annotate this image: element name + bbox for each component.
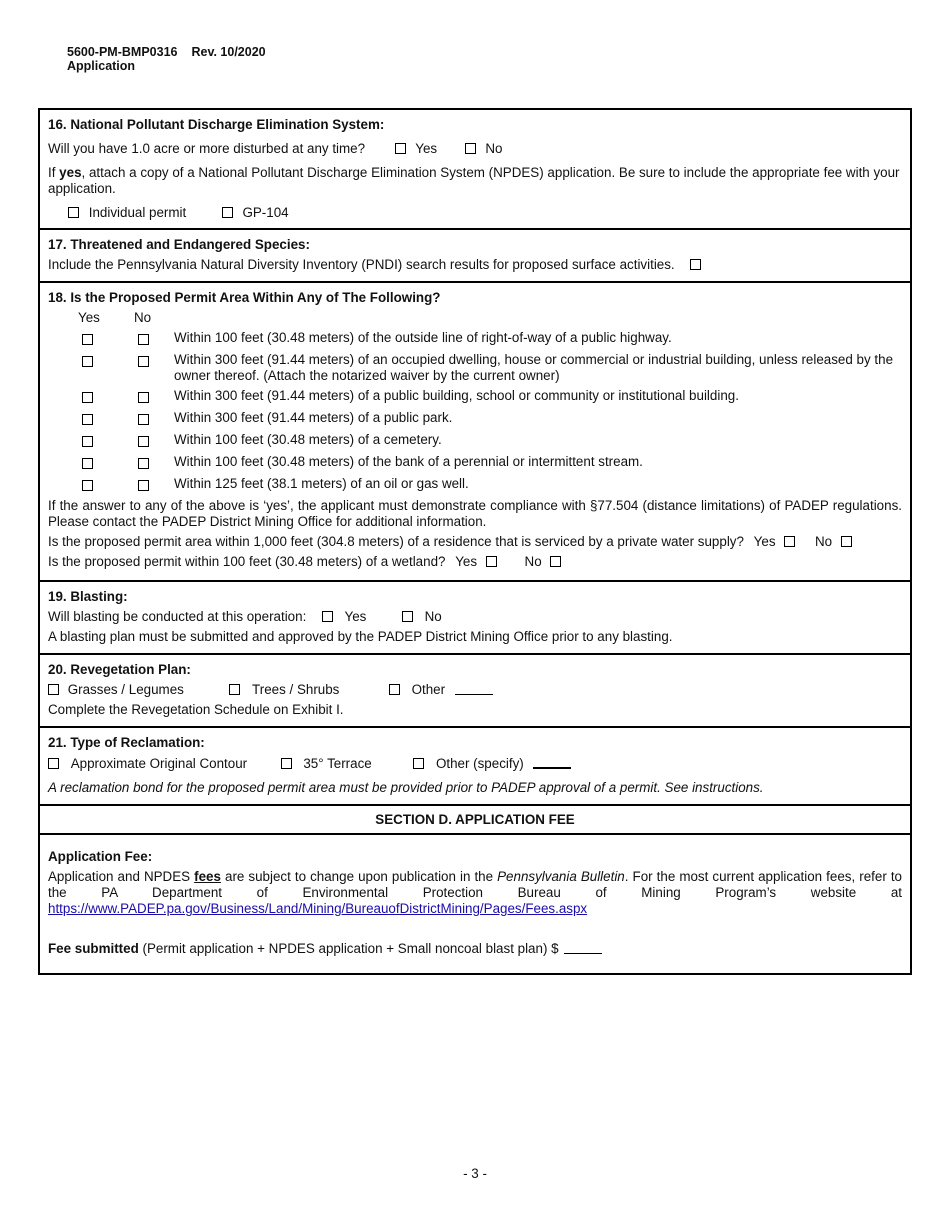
fee-submitted-description: (Permit application + NPDES application + Small noncoal blast plan) $ (138, 941, 559, 956)
pndi-instruction: Include the Pennsylvania Natural Diversity Inventory (PNDI) search results for proposed surface activities. (48, 257, 675, 272)
pennsylvania-bulletin: Pennsylvania Bulletin (497, 869, 625, 884)
reveg-other-label: Other (411, 682, 446, 697)
section-19-title: 19. Blasting: (48, 589, 128, 604)
fees-emphasis: fees (194, 869, 221, 884)
list-item (82, 454, 902, 472)
criteria-yes-checkbox[interactable] (82, 356, 93, 367)
section-20-revegetation (40, 655, 910, 728)
form-revision: Rev. 10/2020 (191, 45, 266, 59)
criteria-no-checkbox[interactable] (138, 392, 149, 403)
criteria-no-checkbox[interactable] (138, 414, 149, 425)
criteria-yes-checkbox[interactable] (82, 414, 93, 425)
blasting-yes-checkbox[interactable] (322, 611, 333, 622)
npdes-instructions: If yes, attach a copy of a National Pollutant Discharge Elimination System (NPDES) application. Be sure to include the appropriate fee with your application. (48, 165, 900, 196)
criteria-yes-checkbox[interactable] (82, 392, 93, 403)
reclamation-other-label: Other (specify) (435, 756, 524, 771)
form-frame (38, 108, 912, 975)
wetland-no-label: No (524, 554, 542, 569)
criteria-text: Within 300 feet (91.44 meters) of an occupied dwelling, house or commercial or industrial building, unless released by the owner thereof. (Attach the notarized waiver by the current owner) (174, 352, 894, 383)
reclamation-other-checkbox[interactable] (413, 758, 424, 769)
trees-label: Trees / Shrubs (252, 682, 340, 697)
water-no-checkbox[interactable] (841, 536, 852, 547)
wetland-question: Is the proposed permit within 100 feet (30.48 meters) of a wetland? (48, 554, 446, 569)
section-16-npdes (40, 110, 910, 230)
page-number: - 3 - (463, 1166, 487, 1181)
water-yes-label: Yes (753, 534, 776, 549)
blasting-no-checkbox[interactable] (402, 611, 413, 622)
individual-permit-label: Individual permit (88, 205, 187, 220)
yes-no-column-header (78, 310, 902, 326)
section-16-title: 16. National Pollutant Discharge Elimination System: (48, 117, 385, 132)
reveg-other-checkbox[interactable] (389, 684, 400, 695)
section-18-permit-area (40, 283, 910, 582)
permit-area-criteria-list (82, 330, 902, 494)
reclamation-bond-note: A reclamation bond for the proposed permit area must be provided prior to PADEP approval of a permit. See instructions. (48, 780, 764, 795)
list-item (82, 410, 902, 428)
criteria-no-checkbox[interactable] (138, 436, 149, 447)
form-header (67, 45, 266, 73)
list-item (82, 432, 902, 450)
criteria-yes-checkbox[interactable] (82, 334, 93, 345)
section-19-blasting (40, 582, 910, 655)
trees-checkbox[interactable] (229, 684, 240, 695)
fee-submitted-label: Fee submitted (48, 941, 139, 956)
section-18-title: 18. Is the Proposed Permit Area Within Any of The Following? (48, 290, 441, 305)
water-yes-checkbox[interactable] (784, 536, 795, 547)
gp104-checkbox[interactable] (222, 207, 233, 218)
aoc-checkbox[interactable] (48, 758, 59, 769)
wetland-yes-checkbox[interactable] (486, 556, 497, 567)
reclamation-other-field[interactable] (533, 755, 571, 769)
criteria-no-checkbox[interactable] (138, 356, 149, 367)
section-17-title: 17. Threatened and Endangered Species: (48, 237, 310, 252)
terrace-label: 35° Terrace (303, 756, 372, 771)
section-20-title: 20. Revegetation Plan: (48, 662, 191, 677)
section-d-body (40, 835, 910, 973)
wetland-yes-label: Yes (455, 554, 478, 569)
section-21-title: 21. Type of Reclamation: (48, 735, 205, 750)
compliance-note: If the answer to any of the above is ‘yes’, the applicant must demonstrate compliance with §77.504 (distance limitations) of PADEP regulations. Please contact the PADEP District Mining Office for additional information. (48, 498, 902, 529)
npdes-acre-no-label: No (485, 141, 503, 156)
water-no-label: No (815, 534, 833, 549)
criteria-yes-checkbox[interactable] (82, 458, 93, 469)
gp104-label: GP-104 (242, 205, 289, 220)
terrace-checkbox[interactable] (281, 758, 292, 769)
section-17-species (40, 230, 910, 283)
revegetation-note: Complete the Revegetation Schedule on Exhibit I. (48, 702, 344, 717)
fee-submitted-field[interactable] (564, 941, 602, 954)
col-no-label: No (134, 310, 152, 325)
criteria-no-checkbox[interactable] (138, 480, 149, 491)
wetland-no-checkbox[interactable] (550, 556, 561, 567)
aoc-label: Approximate Original Contour (70, 756, 248, 771)
list-item (82, 352, 902, 384)
npdes-acre-yes-checkbox[interactable] (395, 143, 406, 154)
criteria-text: Within 300 feet (91.44 meters) of a public building, school or community or institutional building. (174, 388, 739, 403)
grasses-label: Grasses / Legumes (67, 682, 184, 697)
criteria-text: Within 100 feet (30.48 meters) of a cemetery. (174, 432, 442, 447)
npdes-yes-emphasis: yes (59, 165, 82, 180)
criteria-no-checkbox[interactable] (138, 334, 149, 345)
criteria-text: Within 300 feet (91.44 meters) of a public park. (174, 410, 453, 425)
npdes-acre-question: Will you have 1.0 acre or more disturbed at any time? (48, 141, 366, 156)
blasting-question: Will blasting be conducted at this operation: (48, 609, 307, 624)
list-item (82, 330, 902, 348)
criteria-yes-checkbox[interactable] (82, 480, 93, 491)
criteria-text: Within 125 feet (38.1 meters) of an oil or gas well. (174, 476, 469, 491)
section-21-reclamation (40, 728, 910, 806)
criteria-yes-checkbox[interactable] (82, 436, 93, 447)
application-fee-title: Application Fee: (48, 849, 153, 864)
blasting-yes-label: Yes (344, 609, 367, 624)
individual-permit-checkbox[interactable] (68, 207, 79, 218)
criteria-no-checkbox[interactable] (138, 458, 149, 469)
reveg-other-field[interactable] (455, 682, 493, 695)
form-number: 5600-PM-BMP0316 (67, 45, 178, 59)
col-yes-label: Yes (78, 310, 100, 325)
criteria-text: Within 100 feet (30.48 meters) of the outside line of right-of-way of a public highway. (174, 330, 672, 345)
pndi-checkbox[interactable] (690, 259, 701, 270)
grasses-checkbox[interactable] (48, 684, 59, 695)
criteria-text: Within 100 feet (30.48 meters) of the bank of a perennial or intermittent stream. (174, 454, 643, 469)
fee-paragraph: Application and NPDES fees are subject to change upon publication in the Pennsylvania Bulletin. For the most current application fees, refer to the PA Department of Environmental Protection Bureau of Mining Program’s website at https://www.PADEP.pa.gov/Business/Land/Mining/BureauofDistrictMining/Pages/Fees.aspx (48, 869, 903, 916)
list-item (82, 388, 902, 406)
form-type: Application (67, 59, 136, 73)
npdes-acre-yes-label: Yes (415, 141, 438, 156)
blasting-note: A blasting plan must be submitted and approved by the PADEP District Mining Office prior to any blasting. (48, 629, 673, 644)
water-supply-question: Is the proposed permit area within 1,000 feet (304.8 meters) of a residence that is serviced by a private water supply? (48, 534, 744, 549)
list-item (82, 476, 902, 494)
npdes-acre-no-checkbox[interactable] (465, 143, 476, 154)
fees-website-link[interactable]: https://www.PADEP.pa.gov/Business/Land/Mining/BureauofDistrictMining/Pages/Fees.aspx (48, 901, 588, 916)
section-d-title: SECTION D. APPLICATION FEE (40, 806, 910, 835)
blasting-no-label: No (424, 609, 442, 624)
